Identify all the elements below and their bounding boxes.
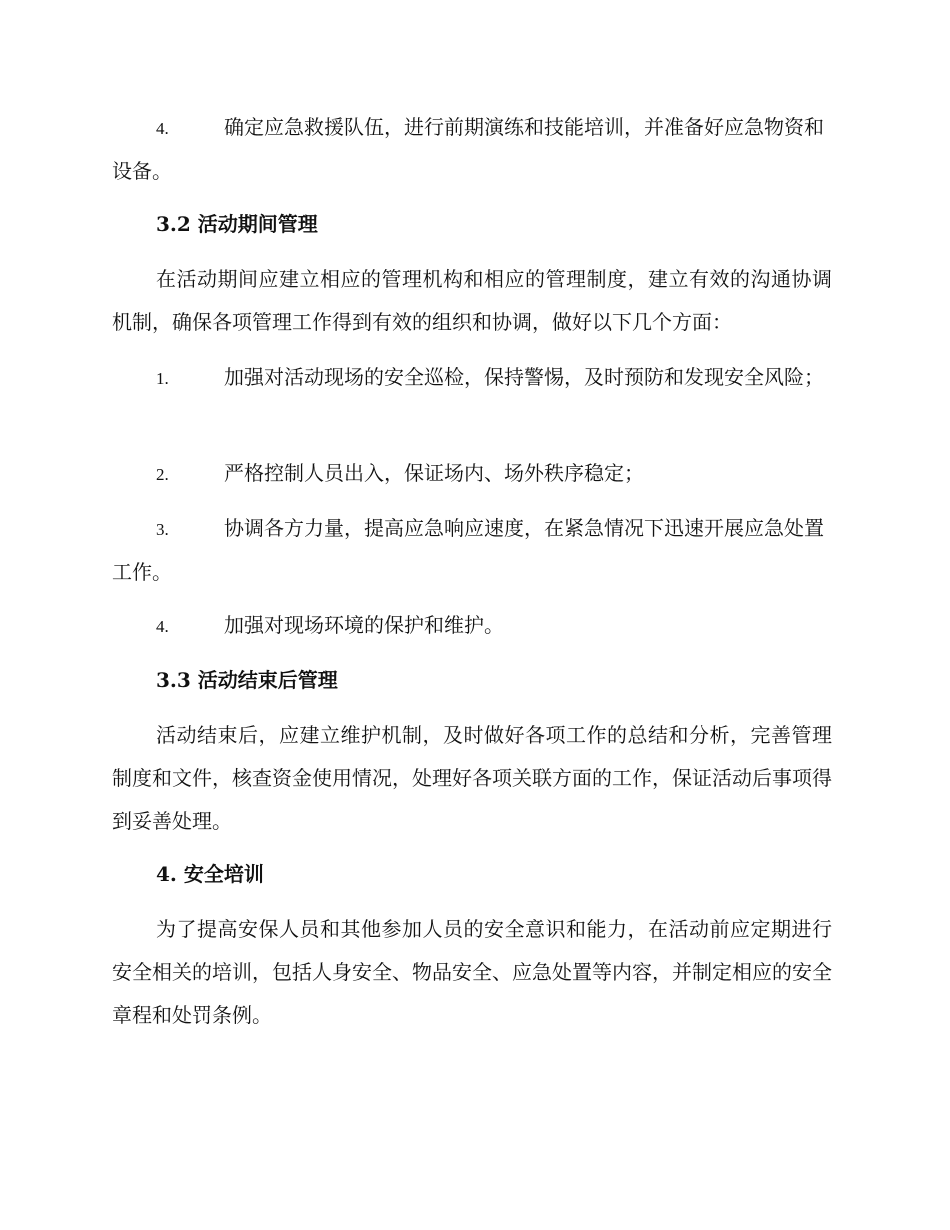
list-item bbox=[112, 106, 832, 193]
paragraph-3-3: 活动结束后，应建立维护机制，及时做好各项工作的总结和分析，完善管理制度和文件，核查资金使用情况，处理好各项关联方面的工作，保证活动后事项得到妥善处理。 bbox=[112, 723, 832, 833]
list-number: 1. bbox=[156, 369, 169, 388]
list-text: 确定应急救援队伍，进行前期演练和技能培训，并准备好应急物资和设备。 bbox=[112, 115, 824, 183]
list-item bbox=[112, 604, 832, 648]
list-item bbox=[112, 452, 832, 496]
list-number: 3. bbox=[156, 520, 169, 539]
list-text: 加强对活动现场的安全巡检，保持警惕，及时预防和发现安全风险； bbox=[224, 365, 824, 389]
list-number: 4. bbox=[156, 617, 169, 636]
paragraph-3-2: 在活动期间应建立相应的管理机构和相应的管理制度，建立有效的沟通协调机制，确保各项管理工作得到有效的组织和协调，做好以下几个方面： bbox=[112, 267, 832, 334]
list-item bbox=[112, 507, 832, 594]
section-heading-3-2: 3.2 活动期间管理 bbox=[156, 212, 318, 236]
paragraph-4: 为了提高安保人员和其他参加人员的安全意识和能力，在活动前应定期进行安全相关的培训，包括人身安全、物品安全、应急处置等内容，并制定相应的安全章程和处罚条例。 bbox=[112, 917, 832, 1027]
list-number: 4. bbox=[156, 119, 169, 138]
section-heading-4: 4. 安全培训 bbox=[156, 862, 264, 886]
list-item bbox=[112, 356, 832, 400]
section-heading-3-3: 3.3 活动结束后管理 bbox=[156, 668, 338, 692]
list-text: 协调各方力量，提高应急响应速度，在紧急情况下迅速开展应急处置工作。 bbox=[112, 516, 824, 584]
list-number: 2. bbox=[156, 465, 169, 484]
list-text: 严格控制人员出入，保证场内、场外秩序稳定； bbox=[224, 461, 644, 485]
list-text: 加强对现场环境的保护和维护。 bbox=[224, 613, 504, 637]
